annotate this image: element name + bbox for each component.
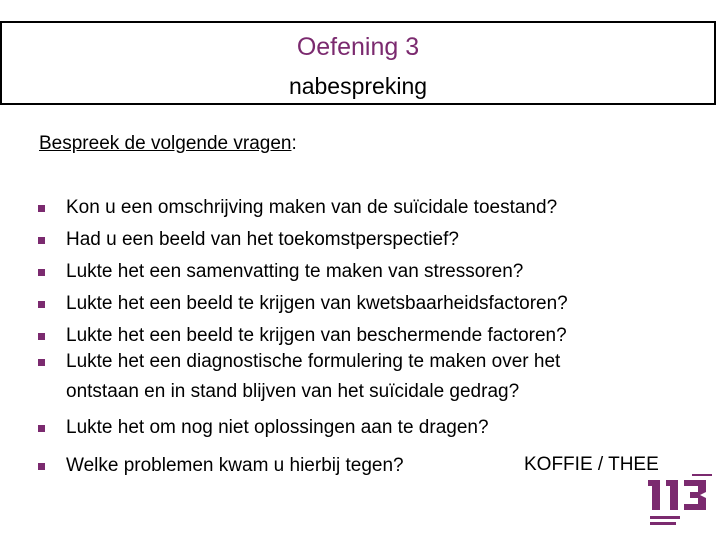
- logo-digit-3: [684, 480, 706, 510]
- bullet-icon: [38, 425, 45, 432]
- page-subtitle: nabespreking: [288, 73, 428, 99]
- 113-logo: [648, 472, 718, 536]
- bullet-icon: [38, 237, 45, 244]
- list-item-text: Lukte het een beeld te krijgen van beschermende factoren?: [66, 325, 567, 346]
- bullet-icon: [38, 359, 45, 366]
- intro-label: Bespreek de volgende vragen: [39, 133, 292, 154]
- intro-text: [39, 133, 297, 155]
- coffee-label: KOFFIE / THEE: [524, 454, 659, 475]
- list-item-text: Kon u een omschrijving maken van de suïcidale toestand?: [66, 197, 558, 218]
- logo-flag-2: [666, 480, 678, 486]
- list-item-text: ontstaan en in stand blijven van het suïcidale gedrag?: [66, 381, 520, 402]
- bullet-icon: [38, 205, 45, 212]
- logo-small-text-line-2: [650, 522, 676, 525]
- title-box: [0, 21, 716, 105]
- list-item-text: Welke problemen kwam u hierbij tegen?: [66, 455, 404, 476]
- logo-small-text-line-1: [650, 516, 680, 519]
- bullet-icon: [38, 301, 45, 308]
- logo-top-mark: [692, 474, 712, 476]
- bullet-icon: [38, 463, 45, 470]
- list-item-text: Lukte het om nog niet oplossingen aan te dragen?: [66, 417, 489, 438]
- list-item-text: Lukte het een samenvatting te maken van stressoren?: [66, 261, 524, 282]
- logo-flag-1: [648, 480, 660, 486]
- intro-suffix: :: [291, 133, 297, 154]
- list-item-text: Lukte het een diagnostische formulering te maken over het: [66, 351, 561, 372]
- page-title: Oefening 3: [296, 33, 420, 61]
- bullet-icon: [38, 333, 45, 340]
- list-item-text: Lukte het een beeld te krijgen van kwetsbaarheidsfactoren?: [66, 293, 568, 314]
- bullet-icon: [38, 269, 45, 276]
- list-item-text: Had u een beeld van het toekomstperspectief?: [66, 229, 459, 250]
